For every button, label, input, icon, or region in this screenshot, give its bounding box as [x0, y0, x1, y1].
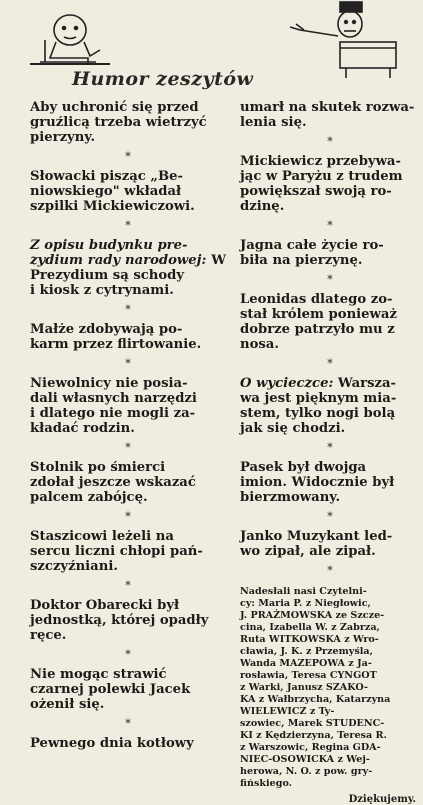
thanks-text: Dziękujemy. [348, 794, 416, 805]
entry-text: Doktor Obarecki był jednostką, której opadły ręce. [30, 598, 209, 643]
left-column [30, 100, 226, 751]
page-title: Humor zeszytów [72, 68, 254, 90]
star-separator: * [125, 717, 131, 730]
anecdote-entry [240, 376, 420, 436]
entry-text: Niewolnicy nie posia- dali własnych narzędzi i dlatego nie mogli za- kładać rodzin. [30, 376, 197, 436]
anecdote-entry [240, 238, 420, 268]
anecdote-entry [30, 238, 226, 298]
anecdote-entry [30, 169, 226, 214]
anecdote-entry [240, 529, 420, 559]
entry-text: Stolnik po śmierci zdołał jeszcze wskazać palcem zabójcę. [30, 460, 196, 505]
star-separator: * [125, 441, 131, 454]
right-column [240, 100, 420, 805]
entry-lead: O wycieczce: [240, 376, 338, 391]
star-separator: * [327, 441, 333, 454]
anecdote-entry [240, 292, 420, 352]
star-separator: * [327, 273, 333, 286]
entry-text: Leonidas dlatego zo- stał królem ponieważ dobrze patrzyło mu z nosa. [240, 292, 397, 352]
entry-text: Janko Muzykant led- wo zipał, ale zipał. [240, 529, 393, 559]
anecdote-entry [30, 460, 226, 505]
star-separator: * [327, 135, 333, 148]
entry-text: Jagna całe życie ro- biła na pierzynę. [240, 238, 384, 268]
entry-lead: Z opisu budynku pre- zydium rady narodowej: [30, 238, 207, 268]
header-illustration [0, 0, 423, 110]
star-separator: * [327, 357, 333, 370]
entry-text: Nie mogąc strawić czarnej polewki Jacek ożenił się. [30, 667, 191, 712]
entry-text: Małże zdobywają po- karm przez flirtowanie. [30, 322, 202, 352]
entry-text: Słowacki pisząc „Be- niowskiego" wkładał szpilki Mickiewiczowi. [30, 169, 195, 214]
anecdote-entry [30, 100, 226, 145]
star-separator: * [125, 510, 131, 523]
entry-text: Mickiewicz przebywa- jąc w Paryżu z trudem powiększał swoją ro- dzinę. [240, 154, 403, 214]
entry-text: umarł na skutek rozwa- lenia się. [240, 100, 415, 130]
entry-text: Pewnego dnia kotłowy [30, 736, 194, 751]
right-entries [240, 100, 420, 559]
star-separator: * [125, 579, 131, 592]
entry-text: Aby uchronić się przed gruźlicą trzeba wietrzyć pierzyny. [30, 100, 207, 145]
star-separator: * [327, 564, 333, 577]
entry-text: Warsza- wa jest pięknym mia- stem, tylko nogi bolą jak się chodzi. [240, 376, 397, 436]
entry-text: Pasek był dwojga imion. Widocznie był bierzmowany. [240, 460, 395, 505]
star-separator: * [327, 219, 333, 232]
anecdote-entry [30, 667, 226, 712]
star-separator: * [125, 357, 131, 370]
star-separator: * [327, 510, 333, 523]
anecdote-entry [30, 376, 226, 436]
entry-text: W Prezydium są schody i kiosk z cytrynami. [30, 253, 226, 298]
star-separator: * [125, 219, 131, 232]
seated-man-icon [30, 15, 110, 64]
star-separator: * [125, 150, 131, 163]
anecdote-entry [240, 460, 420, 505]
pointing-man-icon [290, 2, 396, 78]
anecdote-entry [240, 100, 420, 130]
anecdote-entry [30, 736, 226, 751]
anecdote-entry [30, 322, 226, 352]
star-separator: * [125, 648, 131, 661]
anecdote-entry [240, 154, 420, 214]
anecdote-entry [30, 529, 226, 574]
anecdote-entry [30, 598, 226, 643]
credits-text: Nadesłali nasi Czytelni- cy: Maria P. z Niegłowic, J. PRAŻMOWSKA ze Szcze- cina, Izabella W. z Zabrza, Ruta WITKOWSKA z Wro- cławia, J. K. z Przemyśla, Wanda MAZEPOWA z Ja- rosławia, Teresa CYNGOT z Warki, Janusz SZAKO- KA z Wałbrzycha, Katarzyna WIELEWICZ z Ty- szowiec, Marek STUDENC- KI z Kędzierzyna, Teresa R. z Warszowic, Regina GDA- NIEC-OSOWICKA z Wej- herowa, N. O. z pow. gry- fińskiego. [240, 586, 391, 789]
star-separator: * [125, 303, 131, 316]
entry-text: Staszicowi leżeli na sercu liczni chłopi pań- szczyźniani. [30, 529, 203, 574]
